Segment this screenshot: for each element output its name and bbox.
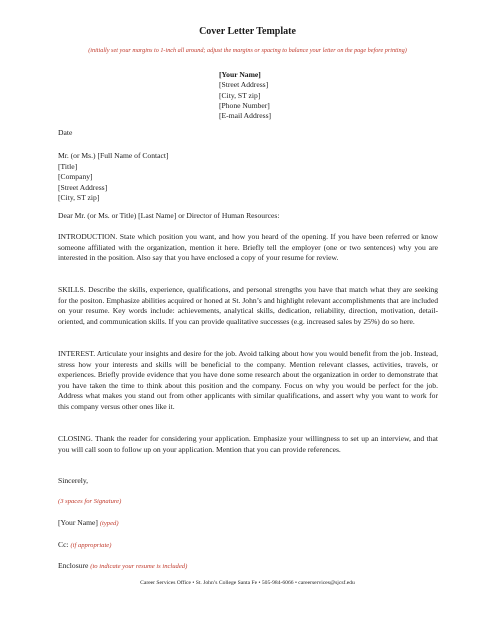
- salutation: Dear Mr. (or Ms. or Title) [Last Name] or Director of Human Resources:: [58, 211, 280, 220]
- recipient-title: [Title]: [58, 161, 78, 171]
- date-line: Date: [58, 128, 73, 137]
- sign-off: Sincerely,: [58, 476, 89, 485]
- sender-name: [Your Name]: [219, 70, 261, 79]
- typed-name-line: [58, 518, 438, 530]
- recipient-block: [58, 151, 438, 204]
- cc-line: [58, 540, 438, 552]
- paragraph-skills: SKILLS. Describe the skills, experience, qualifications, and personal strengths you have that match what they are seeking for the positon. Emphasize abilities acquired or honed at St. John’s and highlight relevant accomplishments that are included on your resume. Key words include: achievements, analytical skills, dedication, reliability, direction, motivation, detail-oriented, and communication skills. If you can provide qualitative successes (e.g. increased sales by 25%) do so here.: [58, 285, 438, 326]
- sender-street: [Street Address]: [219, 80, 269, 90]
- typed-note: (typed): [99, 520, 119, 527]
- margin-instructions: (initially set your margins to 1-inch all around; adjust the margins or spacing to balance your letter on the page before printing): [88, 47, 407, 54]
- page-footer: Career Services Office • St. John’s College Santa Fe • 505-984-6066 • careerservices@sjcsf.edu: [140, 580, 355, 586]
- enclosure-line: [58, 561, 438, 573]
- cc-note: (if appropriate): [70, 542, 112, 549]
- enclosure-label: Enclosure: [58, 561, 89, 570]
- paragraph-interest: INTEREST. Articulate your insights and desire for the job. Avoid talking about how you would benefit from the job. Instead, stress how your interests and skills will be beneficial to the company. Mention relevant classes, activities, travels, or experiences. Briefly provide evidence that you have done some research about the organization in order to demonstrate that you have taken the time to think about this position and the company. Focus on why you would be perfect for the job. Address what makes you stand out from other applicants with similar qualifications, and assert why you want to work for this company versus other ones like it.: [58, 349, 438, 411]
- typed-name: [Your Name]: [58, 518, 98, 527]
- sender-city: [City, ST zip]: [219, 90, 261, 100]
- recipient-city: [City, ST zip]: [58, 193, 100, 203]
- document-title: Cover Letter Template: [199, 26, 296, 37]
- cc-label: Cc:: [58, 540, 69, 549]
- signature-note: (3 spaces for Signature): [58, 498, 122, 505]
- recipient-street: [Street Address]: [58, 182, 108, 192]
- recipient-contact: Mr. (or Ms.) [Full Name of Contact]: [58, 151, 169, 160]
- recipient-company: [Company]: [58, 172, 93, 182]
- paragraph-closing: CLOSING. Thank the reader for considering your application. Emphasize your willingness to set up an interview, and that you will call soon to follow up on your application. Mention that you can provide references.: [58, 434, 438, 454]
- sender-phone: [Phone Number]: [219, 100, 270, 110]
- sender-block: [219, 70, 271, 121]
- sender-email: [E-mail Address]: [219, 111, 272, 121]
- paragraph-introduction: INTRODUCTION. State which position you want, and how you heard of the opening. If you have been referred or know someone affiliated with the organization, mention it here. Briefly tell the employer (one or two sentences) why you are interested in the position. Also say that you have enclosed a copy of your resume for review.: [58, 232, 438, 263]
- enclosure-note: (to indicate your resume is included): [90, 563, 188, 570]
